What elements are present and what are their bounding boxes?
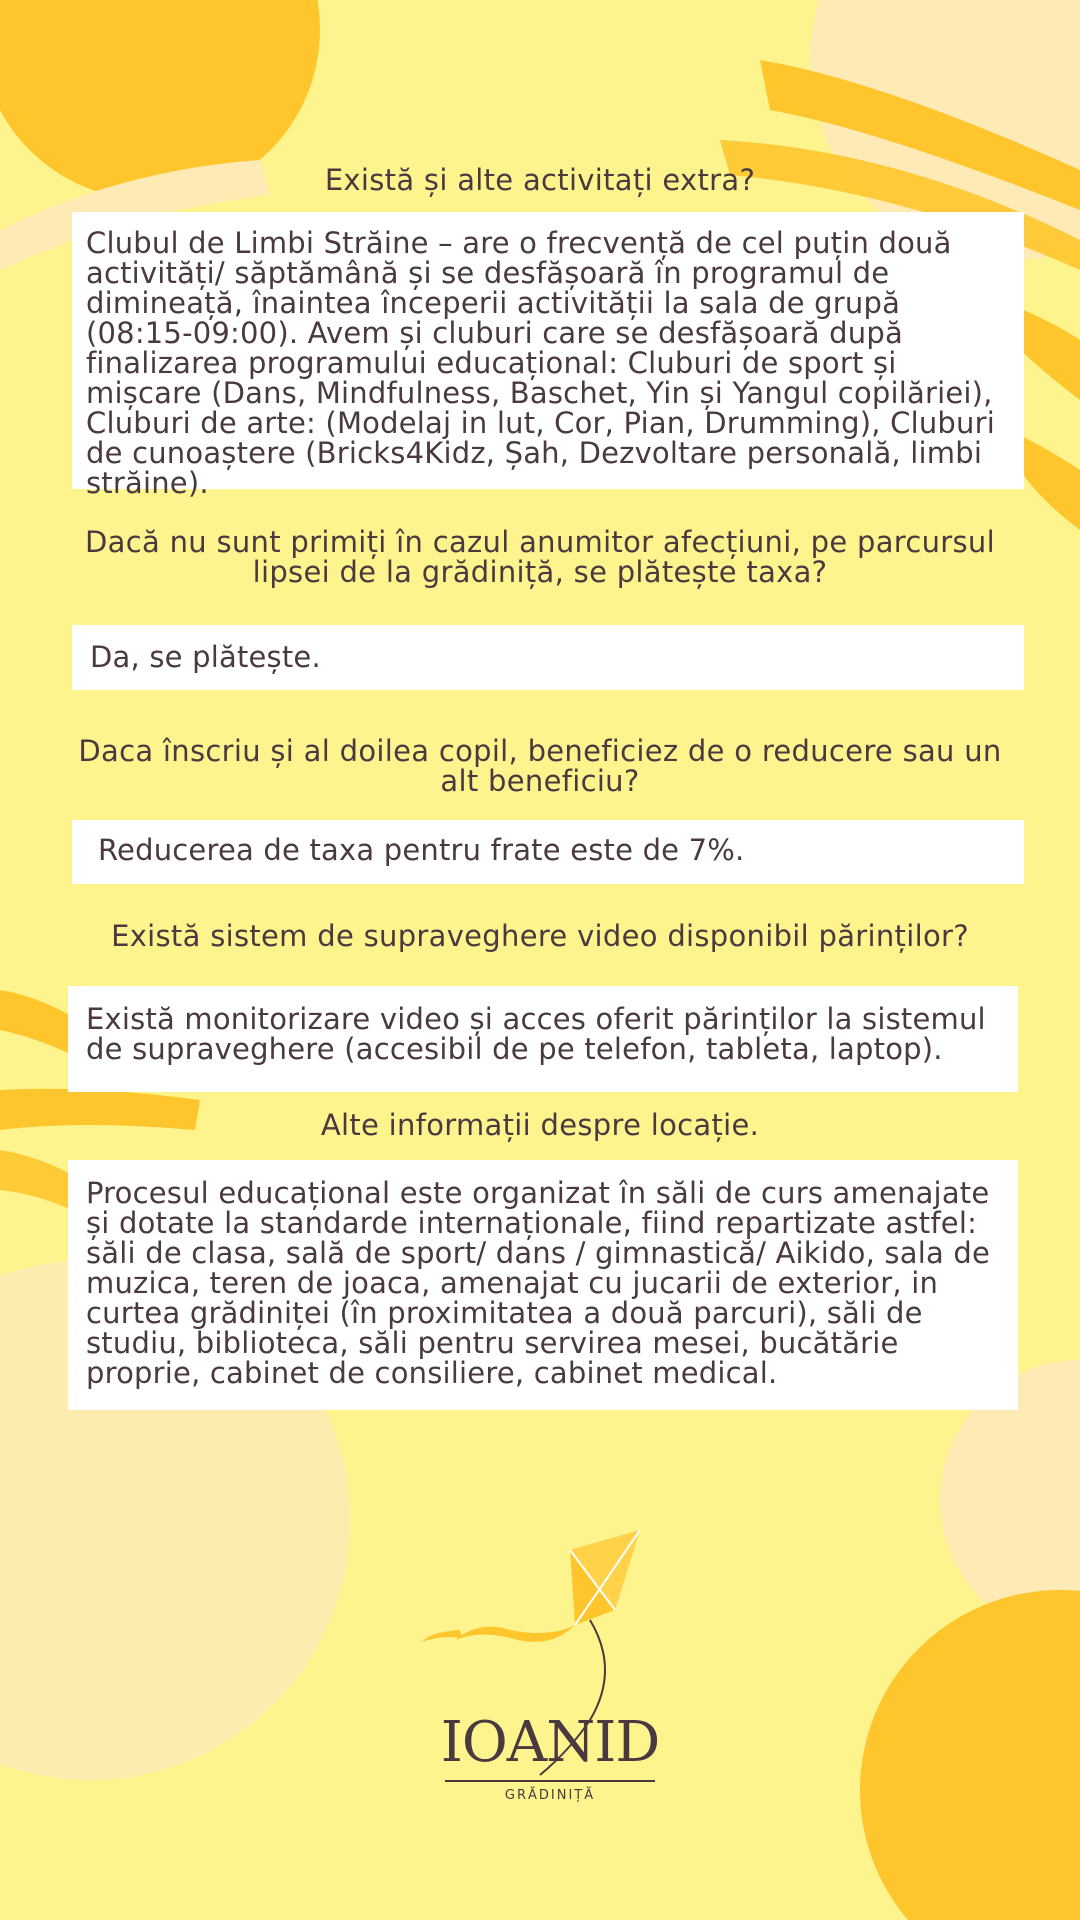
faq-question-5: Alte informații despre locație. <box>320 1108 760 1142</box>
faq-answer-4: Există monitorizare video și acces oferit părinților la sistemul de supraveghere (accesibil de pe telefon, tableta, laptop). <box>68 986 1018 1092</box>
logo-subtitle: GRĂDINIȚĂ <box>504 1788 596 1803</box>
faq-answer-2: Da, se plătește. <box>72 625 1024 690</box>
faq-answer-1: Clubul de Limbi Străine – are o frecvență de cel puțin două activități/ săptămână și se desfășoară în programul de dimineață, înaintea începerii activității la sala de grupă (08:15-09:00). Avem și cluburi care se desfășoară după finalizarea programului educațional: Cluburi de sport și mișcare (Dans, Mindfulness, Baschet, Yin și Yangul copilăriei), Cluburi de arte: (Modelaj in lut, Cor, Pian, Drumming), Cluburi de cunoaștere (Bricks4Kidz, Șah, Dezvoltare personală, limbi străine). <box>72 212 1024 489</box>
kite-icon <box>400 1520 700 1820</box>
faq-answer-3: Reducerea de taxa pentru frate este de 7%. <box>72 820 1024 884</box>
logo-divider <box>445 1780 655 1782</box>
faq-question-2: Dacă nu sunt primiți în cazul anumitor afecțiuni, pe parcursul lipsei de la grădiniță, se plătește taxa? <box>85 525 995 589</box>
faq-answer-5: Procesul educațional este organizat în săli de curs amenajate și dotate la standarde internaționale, fiind repartizate astfel: săli de clasa, sală de sport/ dans / gimnastică/ Aikido, sala de muzica, teren de joaca, amenajat cu jucarii de exterior, in curtea grădiniței (în proximitatea a două parcuri), săli de studiu, biblioteca, săli pentru servirea mesei, bucătărie proprie, cabinet de consiliere, cabinet medical. <box>68 1160 1018 1410</box>
logo-wordmark: IOANID <box>440 1710 660 1775</box>
faq-question-4: Există sistem de supraveghere video disponibil părinților? <box>111 919 969 953</box>
faq-question-1: Există și alte activitați extra? <box>324 163 756 197</box>
faq-question-3: Daca înscriu și al doilea copil, beneficiez de o reducere sau un alt beneficiu? <box>78 734 1002 798</box>
